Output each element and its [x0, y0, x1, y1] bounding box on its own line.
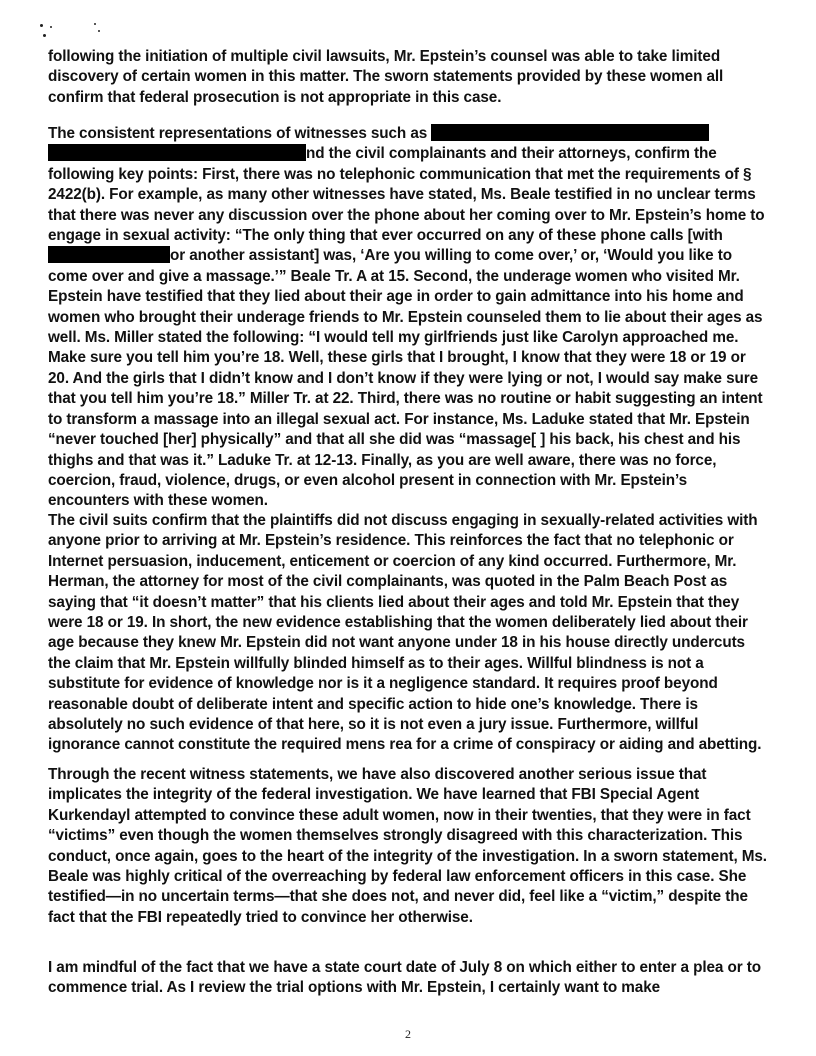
redaction-box	[48, 144, 306, 161]
redaction-box	[48, 246, 170, 263]
paragraph-text: or another assistant] was, ‘Are you willing to come over,’ or, ‘Would you like to come over and give a massage.’” Beale Tr. A at 15. Second, the underage women who visited Mr. Epstein have testified that they lied about their age in order to gain admittance into his home and women who brought their underage friends to Mr. Epstein counseled them to lie about their ages as well. Ms. Miller stated the following: “I would tell my girlfriends just like Carolyn approached me. Make sure you tell him you’re 18. Well, these girls that I brought, I know that they were 18 or 19 or 20. And the girls that I didn’t know and I don’t know if they were lying or not, I would say make sure that you tell him you’re 18.” Miller Tr. at 22. Third, there was no routine or habit suggesting an intent to transform a massage into an illegal sexual act. For instance, Ms. Laduke stated that Mr. Epstein “never touched [her] physically” and that all she did was “massage[ ] his back, his chest and his thighs and that was it.” Laduke Tr. at 12-13. Finally, as you are well aware, there was no force, coercion, fraud, violence, drugs, or even alcohol present in connection with Mr. Epstein’s encounters with these women.	[48, 247, 763, 510]
paragraph-4	[48, 765, 770, 928]
paragraph-text: The consistent representations of witnesses such as	[48, 125, 432, 142]
paragraph-text: nd the civil complainants and their attorneys, confirm the following key points: First, there was no telephonic communication that met the requirements of § 2422(b). For example, as many other witnesses have stated, Ms. Beale testified in no unclear terms that there was never any discussion over the phone about her coming over to Mr. Epstein’s home to engage in sexual activity: “The only thing that ever occurred on any of these phone calls [with	[48, 145, 765, 245]
paragraph-text: I am mindful of the fact that we have a state court date of July 8 on which either to enter a plea or to commence trial. As I review the trial options with Mr. Epstein, I certainly want to make	[48, 959, 761, 997]
page-number: 2	[405, 1027, 411, 1041]
paragraph-1	[48, 47, 770, 108]
scan-specks	[36, 22, 106, 44]
paragraph-2	[48, 124, 770, 512]
redaction-box	[431, 124, 709, 141]
paragraph-5	[48, 958, 770, 999]
paragraph-3	[48, 511, 770, 756]
paragraph-text: Through the recent witness statements, we have also discovered another serious issue that implicates the integrity of the federal investigation. We have learned that FBI Special Agent Kurkendayl attempted to convince these adult women, now in their twenties, that they were in fact “victims” even though the women themselves strongly disagreed with this characterization. This conduct, once again, goes to the heart of the integrity of the investigation. In a sworn statement, Ms. Beale was highly critical of the overreaching by federal law enforcement officers in this case. She testified—in no uncertain terms—that she does not, and never did, feel like a “victim,” despite the fact that the FBI repeatedly tried to convince her otherwise.	[48, 766, 767, 926]
paragraph-text: following the initiation of multiple civil lawsuits, Mr. Epstein’s counsel was able to take limited discovery of certain women in this matter. The sworn statements provided by these women all confirm that federal prosecution is not appropriate in this case.	[48, 48, 724, 106]
paragraph-text: The civil suits confirm that the plaintiffs did not discuss engaging in sexually-related activities with anyone prior to arriving at Mr. Epstein’s residence. This reinforces the fact that no telephonic or Internet persuasion, inducement, enticement or coercion of any kind occurred. Furthermore, Mr. Herman, the attorney for most of the civil complainants, was quoted in the Palm Beach Post as saying that “it doesn’t matter” that his clients lied about their ages and told Mr. Epstein that they were 18 or 19. In short, the new evidence establishing that the women deliberately lied about their age because they knew Mr. Epstein did not want anyone under 18 in his house directly undercuts the claim that Mr. Epstein willfully blinded himself as to their ages. Willful blindness is not a substitute for evidence of knowledge nor is it a negligence standard. It requires proof beyond reasonable doubt of deliberate intent and specific action to hide one’s knowledge. There is absolutely no such evidence of that here, so it is not even a jury issue. Furthermore, willful ignorance cannot constitute the required mens rea for a crime of conspiracy or aiding and abetting.	[48, 512, 762, 754]
